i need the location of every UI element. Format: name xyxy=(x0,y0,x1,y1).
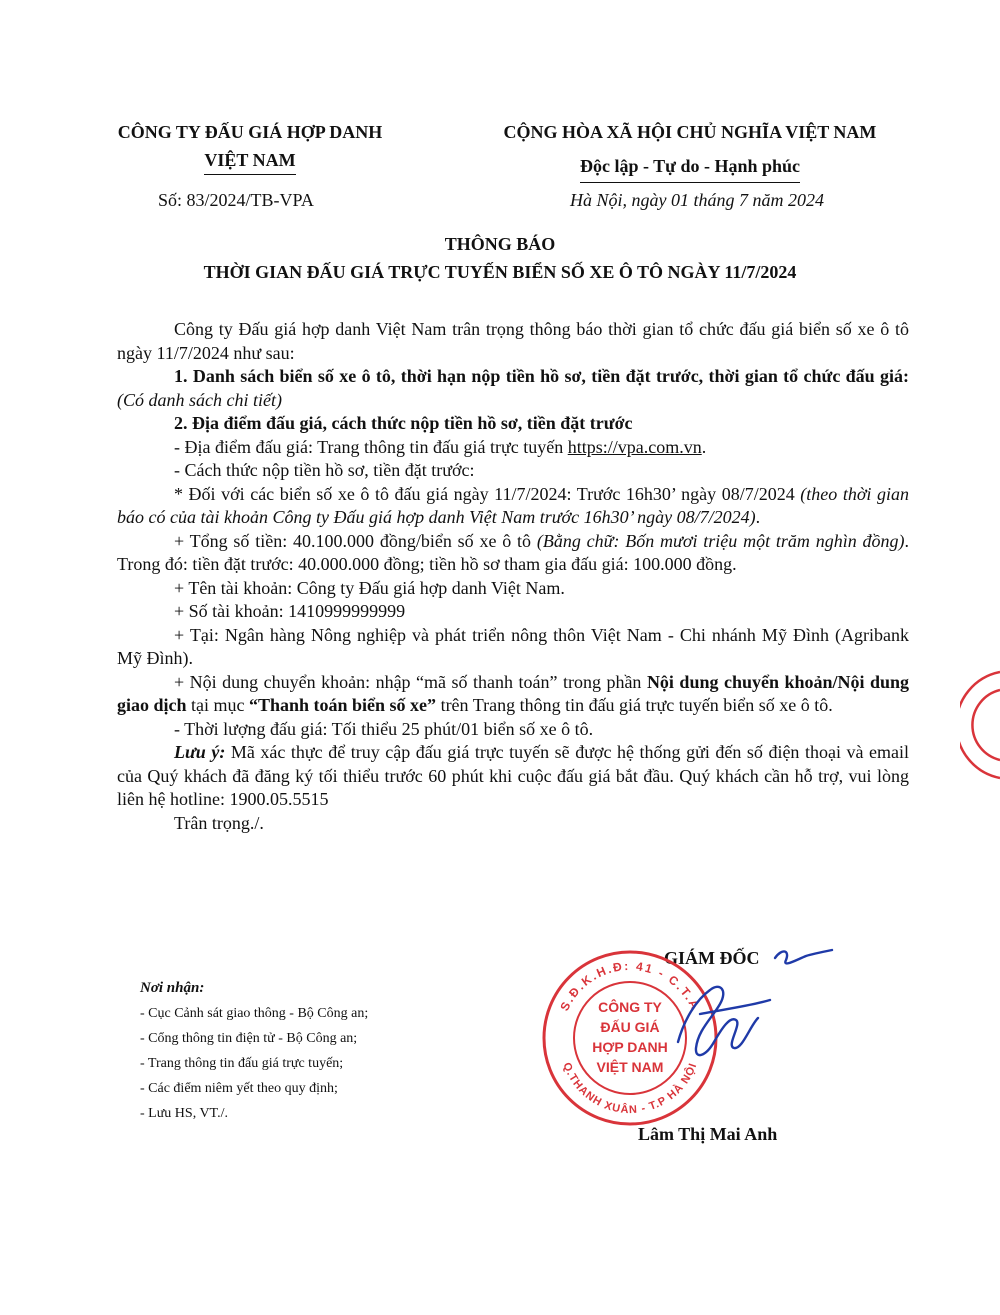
recipient-item: - Các điểm niêm yết theo quy định; xyxy=(140,1081,338,1096)
document-title: THÔNG BÁO xyxy=(444,234,556,254)
auction-duration: - Thời lượng đấu giá: Tối thiểu 25 phút/01 biển số xe ô tô. xyxy=(174,718,594,739)
seal-ring-top: S.Đ.K.H.Đ: 41 - C.T.A xyxy=(557,958,703,1014)
recipients-block xyxy=(140,976,368,1126)
section-1-note: (Có danh sách chi tiết) xyxy=(117,389,282,410)
section-1 xyxy=(117,365,909,412)
nation-title: CỘNG HÒA XÃ HỘI CHỦ NGHĨA VIỆT NAM xyxy=(503,122,877,142)
org-name-line1: CÔNG TY ĐẤU GIÁ HỢP DANH xyxy=(117,122,383,142)
recipient-item: - Cục Cảnh sát giao thông - Bộ Công an; xyxy=(140,1006,369,1021)
place-date: Hà Nội, ngày 01 tháng 7 năm 2024 xyxy=(570,190,824,210)
recipient-item: - Cổng thông tin điện tử - Bộ Công an; xyxy=(140,1031,358,1046)
seal-text-1: CÔNG TY xyxy=(598,999,662,1015)
recipient-item: - Trang thông tin đấu giá trực tuyến; xyxy=(140,1056,344,1071)
nation-header xyxy=(470,118,910,183)
auction-url-link[interactable]: https://vpa.com.vn xyxy=(567,436,702,457)
section-2-heading: 2. Địa điểm đấu giá, cách thức nộp tiền hồ sơ, tiền đặt trước xyxy=(174,413,633,433)
payment-method: - Cách thức nộp tiền hồ sơ, tiền đặt trước: xyxy=(174,460,475,480)
deadline-note: (theo thời gian báo có của tài khoản Công ty Đấu giá hợp danh Việt Nam trước 16h30’ ngày 08/7/2024) xyxy=(117,483,909,527)
recipient-item: - Lưu HS, VT./. xyxy=(140,1106,228,1121)
bank-name: + Tại: Ngân hàng Nông nghiệp và phát triển nông thôn Việt Nam - Chi nhánh Mỹ Đình (Agribank Mỹ Đình). xyxy=(117,624,909,668)
account-name: + Tên tài khoản: Công ty Đấu giá hợp danh Việt Nam. xyxy=(174,577,565,598)
signer-name: Lâm Thị Mai Anh xyxy=(638,1124,778,1144)
page-edge-seal xyxy=(960,670,1000,780)
section-1-heading: 1. Danh sách biển số xe ô tô, thời hạn nộp tiền hồ sơ, tiền đặt trước, thời gian tổ chức đấu giá: xyxy=(174,366,909,386)
seal-ring-bottom: Q.THANH XUÂN - T.P HÀ NỘI xyxy=(560,1060,700,1117)
seal-text-3: HỢP DANH xyxy=(592,1039,668,1055)
transfer-content: + Nội dung chuyển khoản: nhập “mã số thanh toán” trong phần Nội dung chuyển khoản/Nội dung giao dịch tại mục “Thanh toán biển số xe” trên Trang thông tin đấu giá trực tuyến biển số xe ô tô. xyxy=(117,671,910,715)
seal-text-4: VIỆT NAM xyxy=(596,1059,664,1075)
intro-paragraph: Công ty Đấu giá hợp danh Việt Nam trân trọng thông báo thời gian tổ chức đấu giá biển số xe ô tô ngày 11/7/2024 như sau: xyxy=(117,319,909,363)
total-amount: + Tổng số tiền: 40.100.000 đồng/biển số xe ô tô (Bằng chữ: Bốn mươi triệu một trăm nghìn đồng). Trong đó: tiền đặt trước: 40.000.000 đồng; tiền hồ sơ tham gia đấu giá: 100.000 đồng. xyxy=(117,530,909,574)
document-number: Số: 83/2024/TB-VPA xyxy=(158,190,314,210)
document-body xyxy=(117,318,909,835)
note-label: Lưu ý: xyxy=(174,742,226,762)
seal-text-2: ĐẤU GIÁ xyxy=(600,1019,660,1035)
document-subtitle: THỜI GIAN ĐẤU GIÁ TRỰC TUYẾN BIỂN SỐ XE Ô TÔ NGÀY 11/7/2024 xyxy=(203,262,797,282)
organization-header xyxy=(90,118,410,175)
recipients-heading: Nơi nhận: xyxy=(140,980,205,996)
nation-motto: Độc lập - Tự do - Hạnh phúc xyxy=(580,152,800,183)
handwritten-signature xyxy=(600,930,840,1090)
account-number: + Số tài khoản: 1410999999999 xyxy=(174,601,406,621)
auction-location: - Địa điểm đấu giá: Trang thông tin đấu giá trực tuyến https://vpa.com.vn. xyxy=(174,436,707,457)
note-paragraph: Lưu ý: Mã xác thực để truy cập đấu giá trực tuyến sẽ được hệ thống gửi đến số điện thoại và email của Quý khách đã đăng ký tối thiểu trước 60 phút khi cuộc đấu giá bắt đầu. Quý khách cần hỗ trợ, vui lòng liên hệ hotline: 1900.05.5515 xyxy=(117,742,910,809)
amount-in-words: (Bằng chữ: Bốn mươi triệu một trăm nghìn đồng) xyxy=(536,530,905,551)
org-name-line2: VIỆT NAM xyxy=(204,148,295,175)
payment-deadline: * Đối với các biển số xe ô tô đấu giá ngày 11/7/2024: Trước 16h30’ ngày 08/7/2024 (theo thời gian báo có của tài khoản Công ty Đấu giá hợp danh Việt Nam trước 16h30’ ngày 08/7/2024). xyxy=(117,483,909,527)
closing: Trân trọng./. xyxy=(174,812,264,833)
signer-position: GIÁM ĐỐC xyxy=(664,948,760,968)
